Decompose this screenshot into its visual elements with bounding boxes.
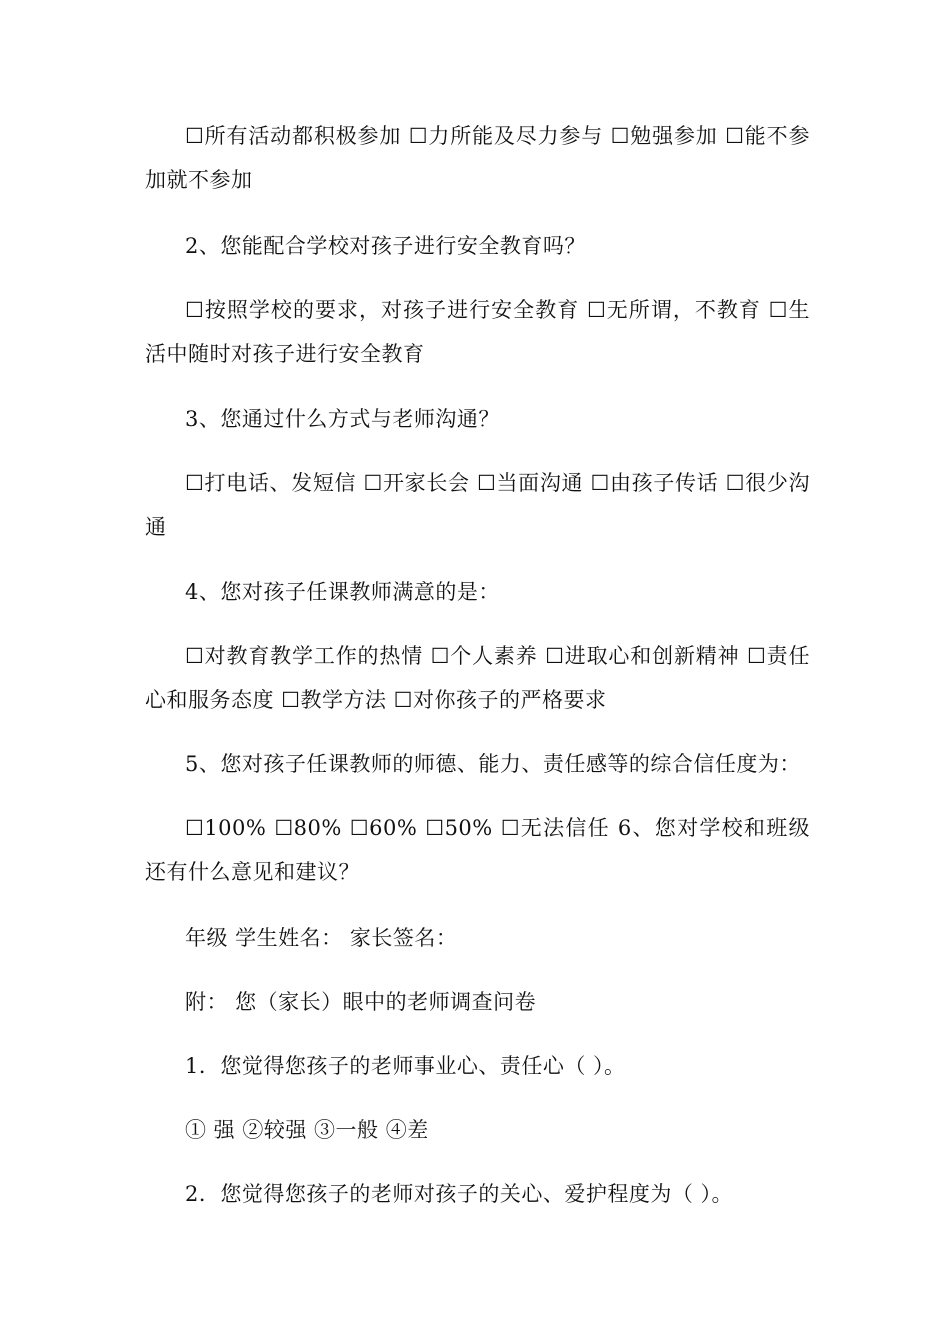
- question-5-trust-level: 5、您对孩子任课教师的师德、能力、责任感等的综合信任度为：: [185, 752, 801, 776]
- signature-line: 年级 学生姓名： 家长签名：: [185, 926, 458, 950]
- option-list-activities: ☐所有活动都积极参加 ☐力所能及尽力参与 ☐勉强参加 ☐能不参加就不参加: [145, 124, 810, 192]
- option-list-trust-and-question-6: ☐100% ☐80% ☐60% ☐50% ☐无法信任 6、您对学校和班级还有什么意见和建议？: [145, 816, 810, 884]
- question-3-communication: 3、您通过什么方式与老师沟通？: [185, 407, 500, 431]
- question-4-teacher-satisfaction: 4、您对孩子任课教师满意的是：: [185, 580, 500, 604]
- appendix-title: 附： 您（家长）眼中的老师调查问卷: [185, 990, 537, 1014]
- option-list-communication: ☐打电话、发短信 ☐开家长会 ☐当面沟通 ☐由孩子传话 ☐很少沟通: [145, 471, 810, 539]
- option-list-satisfaction: ☐对教育教学工作的热情 ☐个人素养 ☐进取心和创新精神 ☐责任心和服务态度 ☐教学方法 ☐对你孩子的严格要求: [145, 644, 810, 712]
- option-list-safety: ☐按照学校的要求，对孩子进行安全教育 ☐无所谓，不教育 ☐生活中随时对孩子进行安全教育: [145, 298, 810, 366]
- question-2-safety-education: 2、您能配合学校对孩子进行安全教育吗？: [185, 234, 586, 258]
- appendix-options-1: ① 强 ②较强 ③一般 ④差: [185, 1118, 429, 1142]
- appendix-question-1: 1．您觉得您孩子的老师事业心、责任心（ ）。: [185, 1054, 626, 1078]
- appendix-question-2: 2．您觉得您孩子的老师对孩子的关心、爱护程度为（ ）。: [185, 1182, 734, 1206]
